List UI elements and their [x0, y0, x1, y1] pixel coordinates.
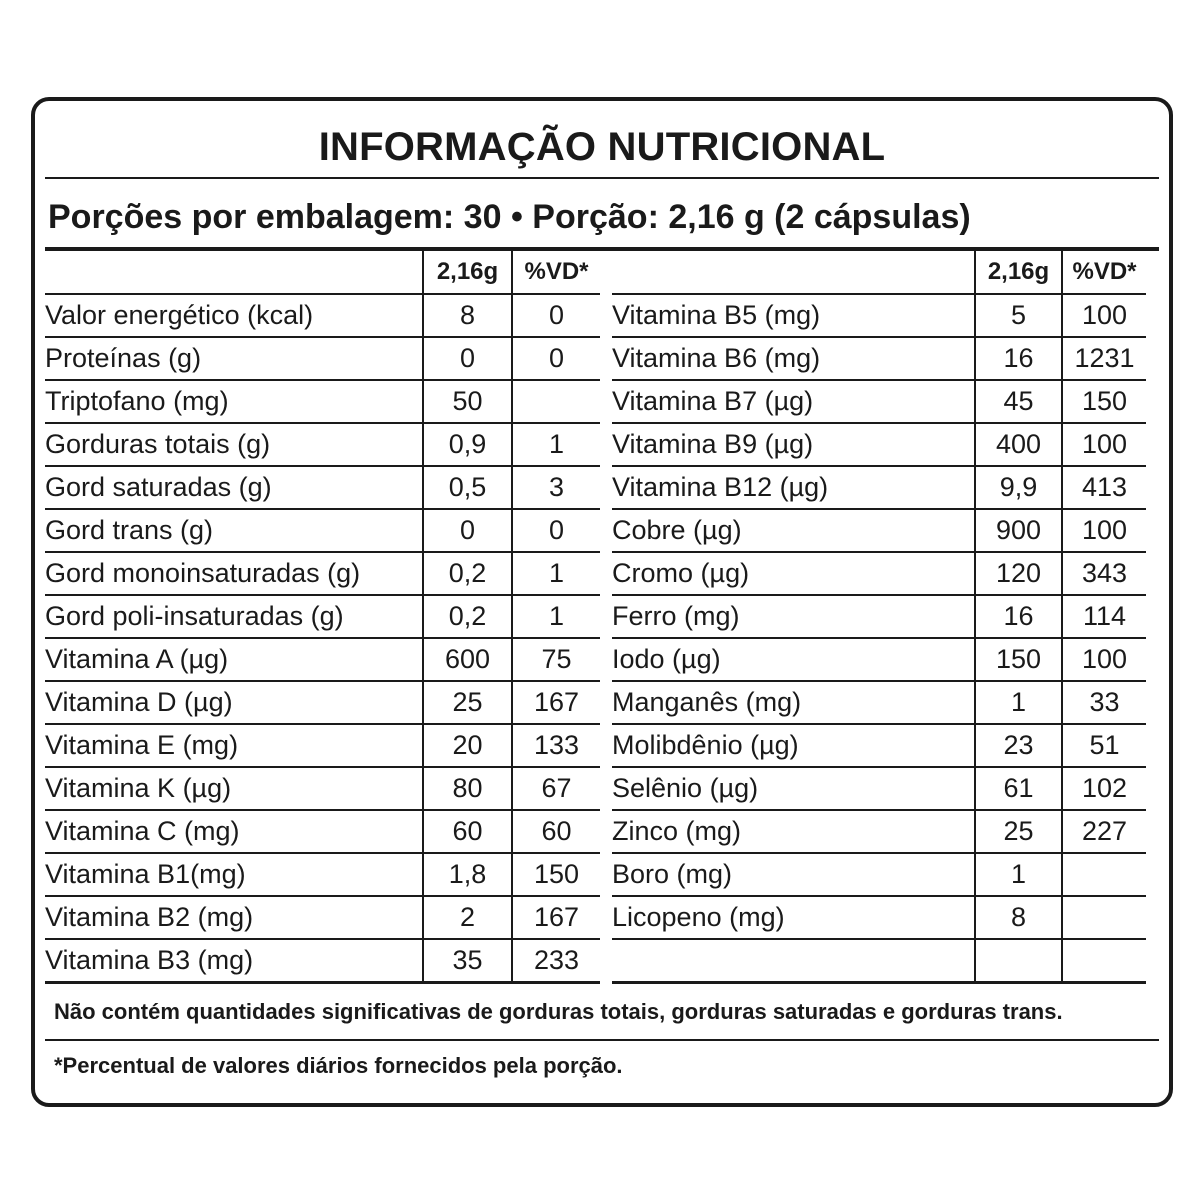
nutrient-daily-value: 67 [512, 767, 600, 810]
table-row [612, 853, 1146, 896]
table-row [612, 423, 1146, 466]
nutrient-amount: 20 [423, 724, 512, 767]
nutrient-daily-value: 33 [1062, 681, 1146, 724]
fats-disclaimer: Não contém quantidades significativas de gorduras totais, gorduras saturadas e gorduras trans. [54, 999, 1063, 1024]
nutrient-name: Boro (mg) [612, 853, 975, 896]
table-row [612, 466, 1146, 509]
nutrient-daily-value: 60 [512, 810, 600, 853]
nutrient-amount [975, 939, 1062, 983]
nutrient-name: Ferro (mg) [612, 595, 975, 638]
nutrient-amount: 0,9 [423, 423, 512, 466]
nutrient-daily-value: 167 [512, 681, 600, 724]
nutrient-amount: 2 [423, 896, 512, 939]
nutrient-daily-value: 0 [512, 337, 600, 380]
nutrient-amount: 25 [423, 681, 512, 724]
nutrient-daily-value [1062, 939, 1146, 983]
table-row [612, 724, 1146, 767]
table-row [612, 509, 1146, 552]
nutrient-amount: 45 [975, 380, 1062, 423]
nutrient-name: Vitamina A (µg) [45, 638, 423, 681]
nutrient-daily-value: 102 [1062, 767, 1146, 810]
table-row [45, 767, 600, 810]
nutrient-daily-value: 150 [1062, 380, 1146, 423]
nutrient-name: Zinco (mg) [612, 810, 975, 853]
table-row [45, 724, 600, 767]
table-row [612, 552, 1146, 595]
nutrient-daily-value: 114 [1062, 595, 1146, 638]
nutrient-amount: 60 [423, 810, 512, 853]
nutrient-daily-value: 227 [1062, 810, 1146, 853]
nutrition-facts-panel [31, 97, 1173, 1107]
table-row [612, 294, 1146, 337]
nutrient-name: Gord monoinsaturadas (g) [45, 552, 423, 595]
nutrient-daily-value: 0 [512, 294, 600, 337]
table-row [45, 423, 600, 466]
nutrient-daily-value: 1 [512, 595, 600, 638]
nutrient-name: Proteínas (g) [45, 337, 423, 380]
column-header-daily-value: %VD* [512, 251, 600, 294]
nutrient-name: Vitamina E (mg) [45, 724, 423, 767]
nutrient-daily-value: 51 [1062, 724, 1146, 767]
nutrient-amount: 1 [975, 853, 1062, 896]
table-row [612, 681, 1146, 724]
nutrient-amount: 16 [975, 595, 1062, 638]
nutrient-daily-value: 133 [512, 724, 600, 767]
nutrient-name: Vitamina B12 (µg) [612, 466, 975, 509]
table-row [45, 853, 600, 896]
nutrient-amount: 0 [423, 337, 512, 380]
nutrient-daily-value: 413 [1062, 466, 1146, 509]
nutrient-daily-value: 1 [512, 552, 600, 595]
nutrient-daily-value: 167 [512, 896, 600, 939]
nutrient-name: Vitamina B6 (mg) [612, 337, 975, 380]
nutrient-amount: 8 [423, 294, 512, 337]
nutrient-name: Cromo (µg) [612, 552, 975, 595]
nutrient-amount: 0,2 [423, 595, 512, 638]
table-row [612, 896, 1146, 939]
table-row [45, 509, 600, 552]
nutrient-name: Vitamina K (µg) [45, 767, 423, 810]
nutrient-daily-value: 75 [512, 638, 600, 681]
nutrient-name: Vitamina B1(mg) [45, 853, 423, 896]
nutrient-name [612, 939, 975, 983]
nutrient-name: Valor energético (kcal) [45, 294, 423, 337]
nutrient-name: Vitamina B3 (mg) [45, 939, 423, 983]
nutrient-daily-value: 1231 [1062, 337, 1146, 380]
table-row [612, 337, 1146, 380]
nutrient-daily-value: 100 [1062, 423, 1146, 466]
nutrient-amount: 80 [423, 767, 512, 810]
nutrient-amount: 61 [975, 767, 1062, 810]
table-row [612, 638, 1146, 681]
table-row [612, 767, 1146, 810]
footnote-divider [45, 1039, 1159, 1041]
nutrient-amount: 600 [423, 638, 512, 681]
nutrient-amount: 150 [975, 638, 1062, 681]
nutrient-daily-value: 343 [1062, 552, 1146, 595]
table-row [45, 681, 600, 724]
column-header-daily-value: %VD* [1062, 251, 1146, 294]
nutrient-daily-value [1062, 853, 1146, 896]
nutrient-name: Gord trans (g) [45, 509, 423, 552]
nutrient-name: Molibdênio (µg) [612, 724, 975, 767]
nutrient-name: Gorduras totais (g) [45, 423, 423, 466]
nutrient-name: Vitamina B9 (µg) [612, 423, 975, 466]
nutrient-daily-value: 100 [1062, 294, 1146, 337]
nutrient-daily-value: 0 [512, 509, 600, 552]
nutrient-name: Licopeno (mg) [612, 896, 975, 939]
nutrient-amount: 900 [975, 509, 1062, 552]
nutrient-amount: 25 [975, 810, 1062, 853]
nutrient-amount: 9,9 [975, 466, 1062, 509]
table-header-row [612, 251, 1146, 294]
nutrient-table-left [45, 251, 600, 984]
nutrient-daily-value: 100 [1062, 638, 1146, 681]
table-row [45, 810, 600, 853]
column-header-amount: 2,16g [975, 251, 1062, 294]
table-row [45, 896, 600, 939]
table-row [612, 939, 1146, 983]
nutrient-name: Manganês (mg) [612, 681, 975, 724]
nutrient-daily-value: 100 [1062, 509, 1146, 552]
nutrient-daily-value: 3 [512, 466, 600, 509]
nutrient-daily-value [1062, 896, 1146, 939]
nutrient-amount: 35 [423, 939, 512, 983]
nutrient-name: Vitamina C (mg) [45, 810, 423, 853]
nutrient-daily-value: 1 [512, 423, 600, 466]
nutrient-amount: 1,8 [423, 853, 512, 896]
nutrition-title: INFORMAÇÃO NUTRICIONAL [318, 125, 886, 169]
table-row [45, 939, 600, 983]
nutrient-amount: 0,2 [423, 552, 512, 595]
nutrient-name: Vitamina D (µg) [45, 681, 423, 724]
daily-value-footnote: *Percentual de valores diários fornecidos pela porção. [54, 1053, 623, 1078]
nutrient-daily-value: 233 [512, 939, 600, 983]
nutrient-daily-value [512, 380, 600, 423]
table-header-row [45, 251, 600, 294]
nutrient-amount: 0 [423, 509, 512, 552]
nutrient-table-right [612, 251, 1146, 984]
nutrient-amount: 1 [975, 681, 1062, 724]
table-row [45, 552, 600, 595]
column-header-nutrient [45, 251, 423, 294]
column-header-amount: 2,16g [423, 251, 512, 294]
nutrient-name: Iodo (µg) [612, 638, 975, 681]
table-row [612, 595, 1146, 638]
portion-info: Porções por embalagem: 30 • Porção: 2,16 g (2 cápsulas) [48, 198, 971, 236]
table-row [45, 595, 600, 638]
nutrient-amount: 16 [975, 337, 1062, 380]
nutrient-amount: 23 [975, 724, 1062, 767]
nutrient-amount: 0,5 [423, 466, 512, 509]
nutrient-name: Vitamina B7 (µg) [612, 380, 975, 423]
table-row [45, 466, 600, 509]
nutrient-name: Vitamina B2 (mg) [45, 896, 423, 939]
table-row [45, 380, 600, 423]
table-row [612, 810, 1146, 853]
table-row [45, 638, 600, 681]
nutrient-name: Vitamina B5 (mg) [612, 294, 975, 337]
nutrient-name: Cobre (µg) [612, 509, 975, 552]
table-row [45, 337, 600, 380]
nutrient-name: Gord poli-insaturadas (g) [45, 595, 423, 638]
column-header-nutrient [612, 251, 975, 294]
nutrient-name: Selênio (µg) [612, 767, 975, 810]
nutrient-name: Triptofano (mg) [45, 380, 423, 423]
nutrient-daily-value: 150 [512, 853, 600, 896]
nutrient-amount: 50 [423, 380, 512, 423]
table-row [45, 294, 600, 337]
title-divider [45, 177, 1159, 179]
nutrient-amount: 8 [975, 896, 1062, 939]
nutrient-amount: 120 [975, 552, 1062, 595]
table-row [612, 380, 1146, 423]
nutrient-amount: 5 [975, 294, 1062, 337]
nutrient-name: Gord saturadas (g) [45, 466, 423, 509]
nutrient-amount: 400 [975, 423, 1062, 466]
